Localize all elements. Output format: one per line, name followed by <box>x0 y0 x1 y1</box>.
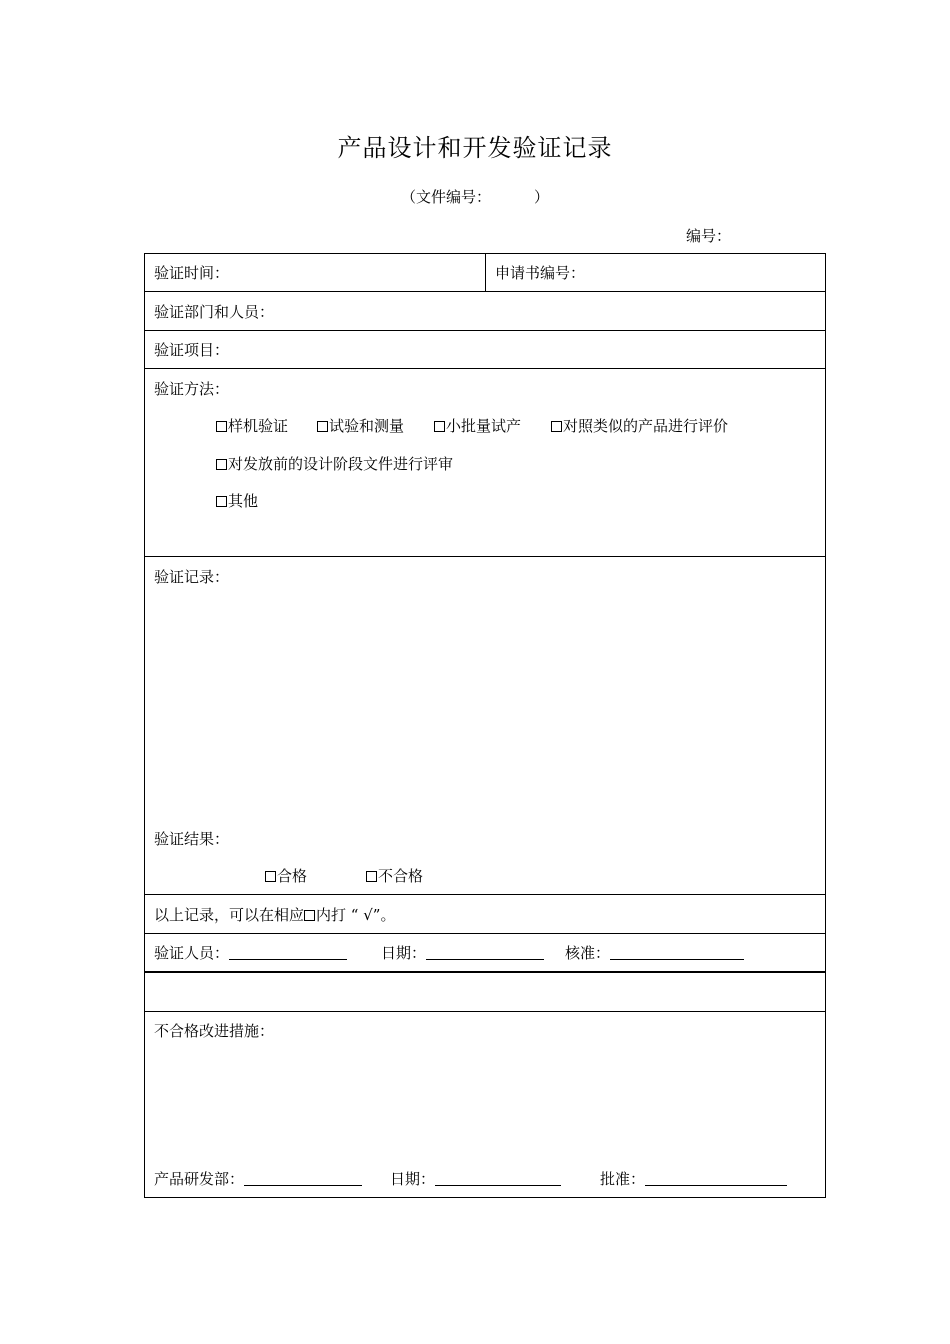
record-label: 验证记录： <box>154 568 230 586</box>
checkbox-icon[interactable] <box>366 871 377 882</box>
row-divider <box>145 971 825 973</box>
staff-signature: 验证人员： <box>154 943 347 963</box>
improve-label: 不合格改进措施： <box>154 1022 275 1040</box>
dept-staff-label: 验证部门和人员： <box>154 303 275 321</box>
document-number: （文件编号： ） <box>401 188 549 206</box>
result-label: 验证结果： <box>154 830 230 848</box>
row-divider <box>145 368 825 369</box>
checkbox-icon[interactable] <box>434 421 445 432</box>
page-title: 产品设计和开发验证记录 <box>337 134 613 162</box>
date2-signature: 日期： <box>390 1169 561 1189</box>
approve-blank[interactable] <box>610 945 744 960</box>
date-blank[interactable] <box>426 945 544 960</box>
row1-divider <box>485 254 486 292</box>
row-divider <box>145 894 825 895</box>
method-option-test[interactable]: 试验和测量 <box>317 416 404 436</box>
result-option-fail[interactable]: 不合格 <box>366 866 423 886</box>
method-label: 验证方法： <box>154 380 230 398</box>
approve2-signature: 批准： <box>600 1169 787 1189</box>
result-option-pass[interactable]: 合格 <box>265 866 307 886</box>
checkbox-icon[interactable] <box>317 421 328 432</box>
checkbox-icon[interactable] <box>216 459 227 470</box>
application-number-label: 申请书编号： <box>495 264 586 282</box>
method-option-other[interactable]: 其他 <box>216 491 258 511</box>
date-signature: 日期： <box>381 943 544 963</box>
approve2-blank[interactable] <box>645 1171 787 1186</box>
method-option-prototype[interactable]: 样机验证 <box>216 416 288 436</box>
method-option-pilot[interactable]: 小批量试产 <box>434 416 521 436</box>
project-label: 验证项目： <box>154 341 230 359</box>
checkbox-icon <box>304 910 315 921</box>
staff-blank[interactable] <box>229 945 347 960</box>
checkbox-icon[interactable] <box>265 871 276 882</box>
row-divider <box>145 556 825 557</box>
dept-blank[interactable] <box>244 1171 362 1186</box>
row-divider <box>145 291 825 292</box>
note-text: 以上记录，可以在相应 内打 “ √”。 <box>154 906 396 924</box>
record-number-label: 编号： <box>686 227 732 245</box>
dept-signature: 产品研发部： <box>154 1169 362 1189</box>
row-divider <box>145 933 825 934</box>
checkbox-icon[interactable] <box>216 421 227 432</box>
method-option-compare[interactable]: 对照类似的产品进行评价 <box>551 416 728 436</box>
method-option-review[interactable]: 对发放前的设计阶段文件进行评审 <box>216 454 453 474</box>
date2-blank[interactable] <box>435 1171 561 1186</box>
approve-signature: 核准： <box>565 943 744 963</box>
checkbox-icon[interactable] <box>216 496 227 507</box>
row-divider <box>145 1011 825 1012</box>
checkbox-icon[interactable] <box>551 421 562 432</box>
verification-form <box>144 253 826 1198</box>
row-divider <box>145 330 825 331</box>
verify-time-label: 验证时间： <box>154 264 230 282</box>
